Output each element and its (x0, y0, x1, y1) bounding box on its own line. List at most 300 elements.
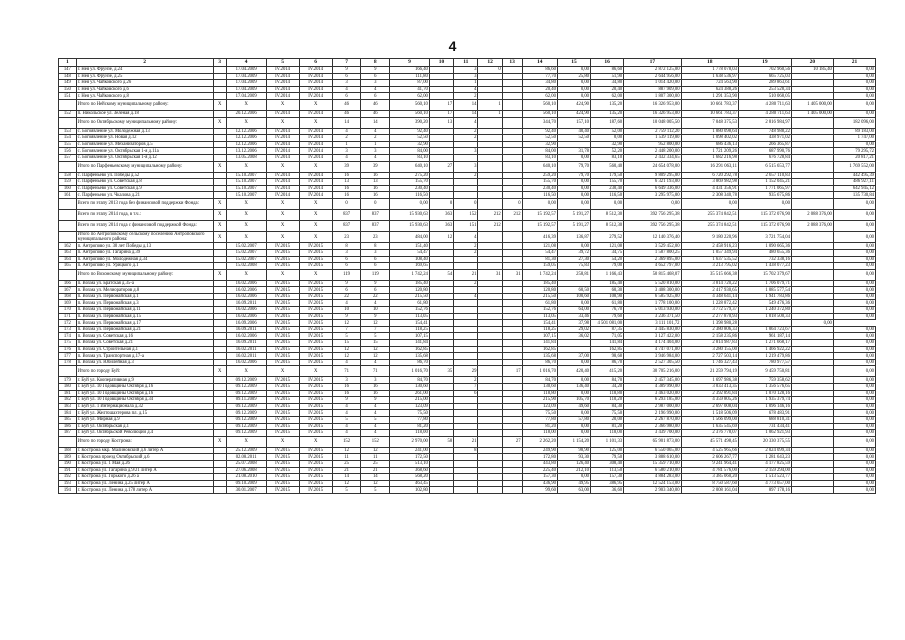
table-cell: 0,00 (557, 423, 590, 430)
table-cell (454, 256, 478, 263)
table-cell: 16.09.2006 (226, 320, 266, 327)
table-cell: IV.2014 (299, 135, 332, 142)
table-cell: 54,47 (522, 249, 557, 256)
table-cell: 12 (332, 447, 361, 454)
table-cell (454, 340, 478, 347)
table-cell (502, 280, 522, 287)
table-cell: IV.2014 (266, 192, 299, 199)
table-cell: 15.10.2007 (226, 179, 266, 186)
table-cell: 35 515 666,38 (681, 269, 738, 280)
table-cell: 16.02.2006 (226, 293, 266, 300)
table-cell: 2 727 503,14 (681, 353, 738, 360)
table-cell: X (266, 436, 299, 447)
table-cell: 34,20 (591, 384, 624, 391)
table-cell: 168 (59, 293, 77, 300)
table-cell (478, 198, 502, 209)
table-cell: 14 (332, 474, 361, 481)
table-cell: 15 192,57 (522, 209, 557, 220)
table-cell (791, 192, 833, 199)
address-cell: Итого по городу Буй: (76, 366, 213, 377)
table-cell (791, 141, 833, 148)
table-cell: IV.2015 (299, 243, 332, 250)
subtotal-row (59, 366, 876, 377)
table-cell (429, 326, 453, 333)
table-cell: 177 (59, 353, 77, 360)
table-row (59, 135, 876, 142)
table-cell (791, 93, 833, 100)
table-cell (557, 340, 590, 347)
table-cell: 7 (361, 326, 390, 333)
table-cell: X (266, 198, 299, 209)
table-cell (791, 353, 833, 360)
table-row (59, 243, 876, 250)
table-cell: X (213, 436, 226, 447)
table-cell (791, 256, 833, 263)
table-cell: 15.02.2007 (226, 243, 266, 250)
table-cell: 0,00 (833, 269, 875, 280)
table-cell (213, 80, 226, 87)
table-row (59, 430, 876, 437)
table-cell: 0,00 (833, 430, 875, 437)
table-cell: 4 652 797,00 (624, 263, 681, 270)
table-cell: 1 090 665,36 (738, 243, 791, 250)
address-cell: с. Парфеньево ул. Советская д.8 (76, 179, 213, 186)
table-cell: 60,30 (591, 287, 624, 294)
address-cell: п. Вохма ул. Советская д.21 (76, 340, 213, 347)
table-cell: X (226, 198, 266, 209)
table-cell: X (226, 366, 266, 377)
address-cell: г. Буй ул. Октябрьская д.1 (76, 423, 213, 430)
table-cell: 149 (59, 80, 77, 87)
table-cell (213, 346, 226, 353)
table-row (59, 454, 876, 461)
table-cell: 155 (59, 141, 77, 148)
table-cell (213, 307, 226, 314)
table-cell: 84,00 (390, 148, 430, 155)
table-cell: 84,70 (591, 377, 624, 384)
table-cell: 154,41 (390, 320, 430, 327)
table-cell (557, 280, 590, 287)
table-cell: 9 (361, 280, 390, 287)
table-cell: 6 580 210,00 (624, 467, 681, 474)
table-cell: 640,10 (522, 161, 557, 172)
table-cell: 9 (332, 67, 361, 74)
table-cell: 4 (454, 293, 478, 300)
table-cell (213, 293, 226, 300)
table-cell: IV.2015 (299, 487, 332, 494)
table-cell: 6 (332, 256, 361, 263)
table-cell: 84,70 (390, 377, 430, 384)
table-cell (454, 346, 478, 353)
table-cell (478, 397, 502, 404)
table-cell: 0,00 (833, 346, 875, 353)
table-cell: 1 697 986,38 (681, 377, 738, 384)
address-cell: п. Вохма ул. Первомайская д.11 (76, 307, 213, 314)
table-cell: 49,95 (557, 480, 590, 487)
table-cell: 0,00 (833, 416, 875, 423)
table-cell: 0,00 (833, 366, 875, 377)
address-cell: г. Буй ул. 10 Годовщины Октября д.16 (76, 384, 213, 391)
column-number: 13 (502, 59, 522, 67)
table-cell: 6 585 925,00 (624, 293, 681, 300)
table-cell (791, 460, 833, 467)
table-cell: 0,00 (833, 93, 875, 100)
address-cell: г. Кострома ул. Горького д.26 а (76, 474, 213, 481)
table-cell: 2 644 956,00 (624, 73, 681, 80)
table-cell: 1 539 119,80 (624, 135, 681, 142)
table-cell: 215,90 (522, 397, 557, 404)
table-cell: X (213, 161, 226, 172)
table-cell (59, 161, 77, 172)
table-cell (429, 192, 453, 199)
table-cell: 75,50 (522, 410, 557, 417)
table-cell (213, 263, 226, 270)
table-cell: IV.2015 (299, 293, 332, 300)
table-cell (213, 403, 226, 410)
table-row (59, 423, 876, 430)
table-cell: 21 (454, 436, 478, 447)
table-cell: 1 064 723,67 (738, 326, 791, 333)
table-cell: 4 773 657,00 (738, 480, 791, 487)
table-cell (429, 185, 453, 192)
table-cell: IV.2015 (266, 480, 299, 487)
table-cell: 182 (59, 397, 77, 404)
table-cell (502, 430, 522, 437)
table-cell (454, 326, 478, 333)
table-cell (59, 117, 77, 128)
table-cell: 33,46 (557, 313, 590, 320)
table-cell: 151 (454, 220, 478, 231)
table-cell: 75,50 (591, 410, 624, 417)
address-cell: Всего по этапу 2013 года без финансовой поддержки Фонда: (76, 198, 213, 209)
table-cell: 2 159 294,00 (738, 467, 791, 474)
table-cell: 71 (332, 366, 361, 377)
table-cell: 2 970,00 (390, 436, 430, 447)
table-cell (502, 346, 522, 353)
table-cell: 16.02.2006 (226, 307, 266, 314)
table-cell: IV.2015 (299, 397, 332, 404)
table-cell (502, 467, 522, 474)
table-cell: 4 (332, 128, 361, 135)
table-cell: 0,00 (833, 231, 875, 242)
address-cell: г. Кострома проезд Октябрьский д.6 (76, 454, 213, 461)
table-cell: 0 (454, 198, 478, 209)
table-cell: 12 (361, 353, 390, 360)
table-cell: 6 (361, 287, 390, 294)
table-cell: 171 (59, 313, 77, 320)
table-cell (478, 487, 502, 494)
table-cell: 118,25 (522, 326, 557, 333)
table-cell (557, 141, 590, 148)
table-cell: 3 280 155,00 (681, 346, 738, 353)
table-cell: IV.2014 (299, 172, 332, 179)
table-cell: 60,50 (557, 287, 590, 294)
table-row (59, 460, 876, 467)
table-cell: IV.2015 (299, 390, 332, 397)
table-cell: 2 376 778,07 (681, 430, 738, 437)
address-cell: п. Вохма ул. Первомайская д.15 (76, 313, 213, 320)
table-cell: 702 960,56 (738, 67, 791, 74)
table-cell: 12 (332, 353, 361, 360)
table-cell (502, 313, 522, 320)
table-cell: 463,45 (390, 480, 430, 487)
table-cell: 152,76 (522, 307, 557, 314)
table-cell: 624 388,26 (681, 86, 738, 93)
table-cell: 642 945,12 (833, 185, 875, 192)
table-cell: 6 (454, 390, 478, 397)
table-cell: 4 (332, 154, 361, 161)
column-number: 21 (833, 59, 875, 67)
table-cell (213, 333, 226, 340)
table-cell: IV.2015 (299, 307, 332, 314)
table-cell: 249,90 (522, 447, 557, 454)
table-cell (502, 390, 522, 397)
table-cell: IV.2014 (266, 128, 299, 135)
table-cell: 1 154,20 (557, 436, 590, 447)
table-cell: 0,00 (833, 390, 875, 397)
table-cell: 4 (361, 423, 390, 430)
table-cell: 363 (429, 220, 453, 231)
table-cell (454, 154, 478, 161)
table-cell: 46 (332, 99, 361, 110)
table-cell: 560,10 (390, 110, 430, 117)
column-number: 18 (681, 59, 738, 67)
table-cell (502, 487, 522, 494)
table-cell: 2 527 305,50 (624, 359, 681, 366)
table-cell: 46 (361, 99, 390, 110)
table-cell: 187 (59, 430, 77, 437)
table-cell: 780 977,57 (738, 359, 791, 366)
table-cell: 86,70 (522, 359, 557, 366)
table-cell: X (226, 209, 266, 220)
table-cell: 12 (361, 346, 390, 353)
table-cell: 3 (361, 148, 390, 155)
table-cell: 155,70 (591, 179, 624, 186)
table-cell: 09.12.2009 (226, 377, 266, 384)
table-cell: 0,00 (833, 73, 875, 80)
table-row (59, 474, 876, 481)
table-cell: 0 (429, 198, 453, 209)
table-cell (791, 359, 833, 366)
table-cell (213, 86, 226, 93)
table-row (59, 397, 876, 404)
table-cell (213, 179, 226, 186)
table-cell: IV.2015 (299, 403, 332, 410)
table-cell: IV.2015 (299, 377, 332, 384)
address-cell: Итого по городу Кострома: (76, 436, 213, 447)
table-cell (213, 128, 226, 135)
address-cell: п. Антропово ул. Гагарина д.39 (76, 249, 213, 256)
table-cell: 4 280 711,63 (738, 99, 791, 110)
table-cell (454, 474, 478, 481)
table-cell (791, 474, 833, 481)
address-cell: г. Нея ул. Чайковского д.6 (76, 86, 213, 93)
table-cell: IV.2015 (299, 467, 332, 474)
table-cell: 4 (332, 430, 361, 437)
table-cell: 113,50 (591, 467, 624, 474)
table-cell (478, 403, 502, 410)
table-cell: 136,40 (557, 384, 590, 391)
table-row (59, 480, 876, 487)
table-cell: IV.2015 (299, 256, 332, 263)
table-row (59, 73, 876, 80)
subtotal-row (59, 161, 876, 172)
table-cell: 4 (454, 231, 478, 242)
table-cell: 2 (454, 377, 478, 384)
table-cell: 1 807 300,00 (624, 93, 681, 100)
table-cell: 1 587 800,25 (624, 249, 681, 256)
table-cell (791, 280, 833, 287)
table-cell: IV.2015 (299, 410, 332, 417)
table-cell: 21 (454, 269, 478, 280)
table-cell: 3 295 975,00 (624, 192, 681, 199)
table-cell: 0,00 (557, 430, 590, 437)
table-cell: 118,00 (591, 430, 624, 437)
table-cell: 3 (332, 377, 361, 384)
table-cell (502, 220, 522, 231)
table-cell: 20 330 375,55 (738, 436, 791, 447)
table-cell: 255 374 842,51 (681, 209, 738, 220)
table-cell: 1 (478, 110, 502, 117)
table-cell: 1 057 349,94 (681, 249, 738, 256)
table-cell: 759 358,62 (738, 377, 791, 384)
table-cell: 135,20 (591, 110, 624, 117)
table-cell: 3 721 754,04 (738, 231, 791, 242)
table-cell: 179 (59, 377, 77, 384)
table-cell: 3 127 422,00 (624, 333, 681, 340)
address-cell: г. Буй ул. Мирная д.9 (76, 416, 213, 423)
table-cell: 57,80 (557, 416, 590, 423)
table-cell: 20,00 (591, 416, 624, 423)
table-cell: 215,50 (522, 293, 557, 300)
table-cell: 0 (502, 198, 522, 209)
table-cell: 6 720 292,78 (681, 172, 738, 179)
table-cell: 136,87 (557, 231, 590, 242)
table-cell: 0,00 (833, 397, 875, 404)
table-cell: IV.2015 (266, 300, 299, 307)
table-cell: IV.2015 (266, 359, 299, 366)
table-cell (213, 326, 226, 333)
table-cell: 17.04.2009 (226, 73, 266, 80)
table-cell: X (213, 366, 226, 377)
table-cell: 34,80 (591, 80, 624, 87)
table-cell (429, 280, 453, 287)
table-cell: IV.2015 (266, 474, 299, 481)
table-cell: 152 (59, 110, 77, 117)
table-cell: 0,00 (557, 192, 590, 199)
table-cell (213, 256, 226, 263)
table-cell: 4 174 404,00 (624, 340, 681, 347)
table-row (59, 172, 876, 179)
table-cell: 6 649 336,00 (624, 185, 681, 192)
table-cell: 17 (429, 99, 453, 110)
table-cell: 157,30 (591, 474, 624, 481)
table-cell: 0,00 (557, 377, 590, 384)
table-cell: 420,40 (557, 366, 590, 377)
table-cell (454, 423, 478, 430)
table-cell: 0,00 (557, 410, 590, 417)
table-cell: IV.2014 (299, 154, 332, 161)
table-cell: 230,40 (390, 185, 430, 192)
table-cell: 123,09 (390, 403, 430, 410)
table-row (59, 353, 876, 360)
table-cell (791, 377, 833, 384)
table-cell: 2 088 376,00 (791, 220, 833, 231)
table-cell: 34,80 (522, 80, 557, 87)
table-cell: 0,00 (738, 198, 791, 209)
table-cell: 1 880 098,64 (681, 128, 738, 135)
subtotal-row (59, 198, 876, 209)
table-cell (59, 198, 77, 209)
table-cell: 15 (332, 340, 361, 347)
table-cell (429, 256, 453, 263)
table-cell: 151,40 (390, 243, 430, 250)
address-cell: г. Кострома мкр. Малиновский д.6 литер А (76, 447, 213, 454)
table-cell: 52,50 (557, 135, 590, 142)
table-cell: 1 513 523,77 (738, 474, 791, 481)
table-cell: 93,30 (557, 454, 590, 461)
table-cell: 4 (361, 359, 390, 366)
table-cell: 3 772 579,37 (681, 307, 738, 314)
table-cell: 212 (478, 220, 502, 231)
table-cell: 86,70 (591, 359, 624, 366)
table-cell: 261,00 (390, 390, 430, 397)
table-cell: 1 101,33 (591, 436, 624, 447)
address-cell: п. Вохма ул. Советская д.16 (76, 333, 213, 340)
table-cell: 75,83 (557, 263, 590, 270)
table-cell (454, 287, 478, 294)
table-cell: 0,00 (833, 474, 875, 481)
table-cell (502, 93, 522, 100)
table-cell: IV.2014 (266, 135, 299, 142)
table-cell: 173 (59, 326, 77, 333)
table-cell: 184 (59, 410, 77, 417)
table-cell: 2 008 161,04 (681, 487, 738, 494)
table-cell: 16.02.2006 (226, 287, 266, 294)
table-cell (213, 410, 226, 417)
table-cell: 16 (361, 384, 390, 391)
table-cell: 2 872 125,00 (624, 67, 681, 74)
address-cell: п. Вохма ул. Мелиораторов д.8 (76, 287, 213, 294)
table-cell (213, 353, 226, 360)
table-cell: 266 365,87 (738, 141, 791, 148)
table-cell: 1 016,70 (390, 366, 430, 377)
table-cell: 0,00 (833, 99, 875, 110)
table-cell (502, 161, 522, 172)
column-number: 3 (213, 59, 226, 67)
table-cell: 3 033 413,35 (681, 384, 738, 391)
table-cell: 121,08 (591, 243, 624, 250)
table-cell (213, 447, 226, 454)
table-cell: 9 (361, 67, 390, 74)
table-cell (791, 80, 833, 87)
table-cell (478, 179, 502, 186)
table-cell (454, 430, 478, 437)
table-cell: 2 392 891,84 (681, 390, 738, 397)
table-cell: 79,00 (591, 263, 624, 270)
table-cell: 4 (361, 86, 390, 93)
table-cell: 16 (332, 172, 361, 179)
table-cell: 25 (332, 460, 361, 467)
table-cell: 748 988,22 (738, 128, 791, 135)
table-cell: 23 (361, 231, 390, 242)
table-cell (213, 154, 226, 161)
table-cell: 1 228 872,42 (681, 300, 738, 307)
table-cell: 17.04.2009 (226, 86, 266, 93)
table-cell: 151 (59, 93, 77, 100)
table-cell: 81,30 (522, 256, 557, 263)
table-cell: 3 (332, 80, 361, 87)
